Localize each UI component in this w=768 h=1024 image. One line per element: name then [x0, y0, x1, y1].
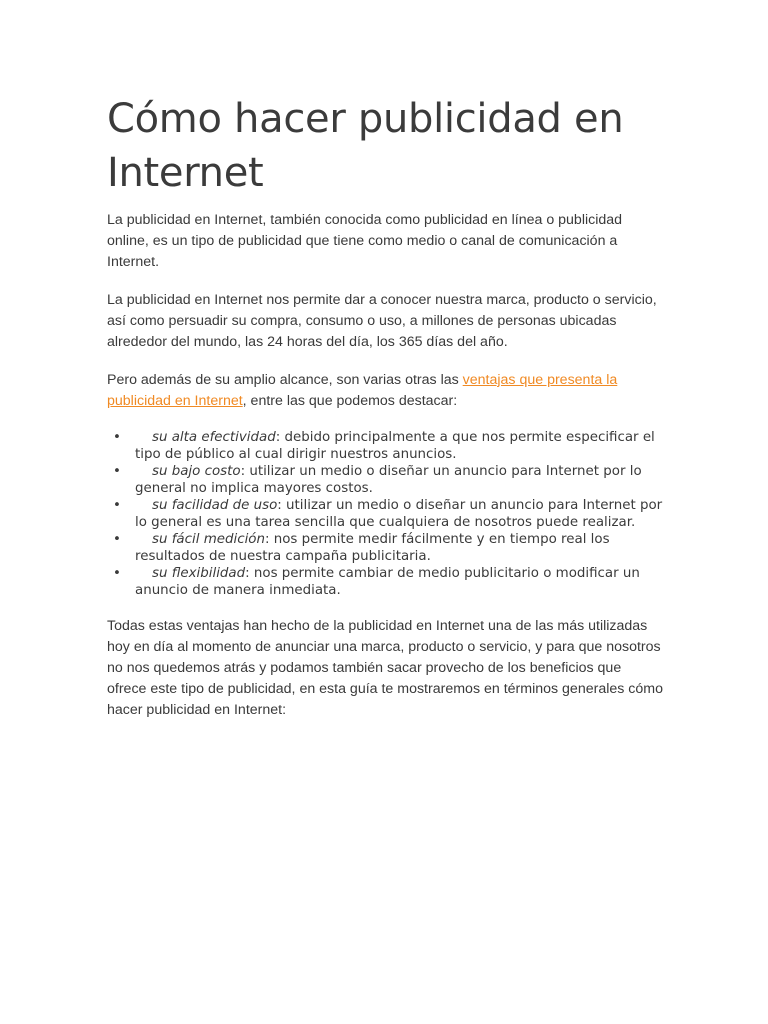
list-item-text: : debido principalmente a que nos permite especificar el tipo de público al cual dirigir nuestros anuncios. — [135, 430, 655, 462]
list-item-text: : nos permite medir fácilmente y en tiempo real los resultados de nuestra campaña publicitaria. — [135, 532, 610, 564]
bullet-icon: • — [113, 532, 121, 547]
advantages-intro-paragraph — [107, 370, 663, 412]
list-item — [107, 531, 663, 565]
list-item-term: su bajo costo — [152, 464, 241, 479]
list-item-term: su alta efectividad — [152, 430, 276, 445]
list-item — [107, 429, 663, 463]
list-item — [107, 497, 663, 531]
list-item-term: su flexibilidad — [152, 566, 246, 581]
page-title: Cómo hacer publicidad en Internet — [107, 96, 624, 196]
bullet-icon: • — [113, 566, 121, 581]
list-item-text: : nos permite cambiar de medio publicitario o modificar un anuncio de manera inmediata. — [135, 566, 640, 598]
intro-paragraph: La publicidad en Internet, también conocida como publicidad en línea o publicidad online, es un tipo de publicidad que tiene como medio o canal de comunicación a Internet. — [107, 212, 623, 270]
document-page — [107, 92, 663, 738]
list-item-term: su fácil medición — [152, 532, 265, 547]
advantages-link[interactable]: ventajas que presenta la publicidad en Internet — [107, 372, 618, 409]
bullet-icon: • — [113, 464, 121, 479]
bullet-icon: • — [113, 430, 121, 445]
list-item — [107, 463, 663, 497]
advantages-list — [107, 429, 663, 599]
reach-paragraph: La publicidad en Internet nos permite dar a conocer nuestra marca, producto o servicio, así como persuadir su compra, consumo o uso, a millones de personas ubicadas alrededor del mundo, las 24 horas del día, los 365 días del año. — [107, 292, 657, 350]
advantages-intro-text: Pero además de su amplio alcance, son varias otras las — [107, 372, 463, 388]
bullet-icon: • — [113, 498, 121, 513]
list-item-text: : utilizar un medio o diseñar un anuncio para Internet por lo general es una tarea sencilla que cualquiera de nosotros puede realizar. — [135, 498, 663, 530]
conclusion-paragraph: Todas estas ventajas han hecho de la publicidad en Internet una de las más utilizadas hoy en día al momento de anunciar una marca, producto o servicio, y para que nosotros no nos quedemos atrás y podamos también sacar provecho de los beneficios que ofrece este tipo de publicidad, en esta guía te mostraremos en términos generales cómo hacer publicidad en Internet: — [107, 618, 663, 718]
list-item — [107, 565, 663, 599]
list-item-term: su facilidad de uso — [152, 498, 278, 513]
list-item-text: : utilizar un medio o diseñar un anuncio para Internet por lo general no implica mayores costos. — [135, 464, 642, 496]
advantages-intro-tail: , entre las que podemos destacar: — [242, 393, 458, 409]
